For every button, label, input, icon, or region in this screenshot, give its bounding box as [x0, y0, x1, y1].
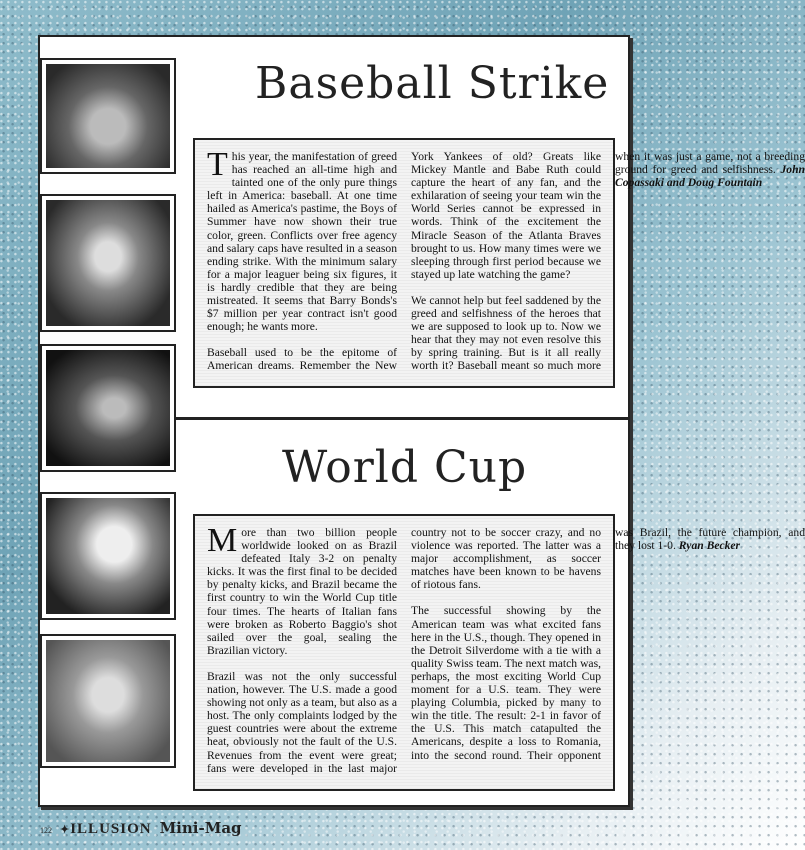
- baseball-byline: John Copassaki and Doug Fountain: [615, 163, 805, 190]
- page-number: 122: [40, 826, 52, 835]
- worldcup-para-3: The successful showing by the American team was what excited fans here in the U.S., though. They opened in the Detroit Silverdome with a tie with a quality Swiss team. The next match was, perhaps, the most exciting World Cup moment for a U.S. team. They were playing Columbia, picked by many to win the title. The result: 2-1 in favor of the U.S. This match catapulted the Americans, despite a loss to Romania, into the second round. Their opponent was Brazil, the future champion, and they lost 1-0. Ryan Becker: [411, 526, 805, 762]
- worldcup-byline: Ryan Becker: [678, 539, 741, 553]
- tennis-player-photo: [40, 634, 176, 768]
- mini-mag-label: Mini-Mag: [159, 819, 242, 837]
- concert-photo: [40, 344, 176, 472]
- baseball-title: Baseball Strike: [255, 58, 610, 109]
- baseball-para-1: This year, the manifestation of greed has reached an all-time high and tainted one of the only pure things left in America: baseball. At one time hailed as America's pastime, the Boys of Summer have now shown their true color, green. Conflicts over free agency and salary caps have resulted in a season ending strike. With the minimum salary for a major leaguer being six figures, it is hardly credible that they are being mistreated. It seems that Barry Bonds's $7 million per year contract isn't good enough; he wants more.: [207, 146, 397, 334]
- baseball-para-2: Baseball used to be the epitome of American dreams. Remember the New York Yankees of old? Greats like Mickey Mantle and Babe Ruth could capture the heart of any fan, and the exhilaration of seeing your team win the World Series cannot be expressed in words. Think of the excitement the Miracle Season of the Atlanta Braves brought to us. How many times were we sleeping through first period because we stayed up late watching the game?: [207, 150, 601, 373]
- illusion-logo: ✦ILLUSION: [60, 821, 152, 837]
- baseball-article: [193, 138, 805, 388]
- baseball-para-3: We cannot help but feel saddened by the greed and selfishness of the heroes that we are supposed to look up to. Now we hear that they may not even resolve this by spring training. But is it all really worth it? Baseball meant so much more when it was just a game, not a breeding ground for greed and selfishness. John Copassaki and Doug Fountain: [411, 150, 805, 373]
- star-icon: ✦: [60, 824, 71, 836]
- baseball-dropcap: T: [207, 146, 228, 183]
- page-footer: [40, 819, 242, 838]
- worldcup-para-1: More than two billion people worldwide looked on as Brazil defeated Italy 3-2 on penalty kicks. It was the first final to be decided by penalty kicks, and Brazil became the first country to win the World Cup title four times. The hearts of Italian fans were broken as Roberto Baggio's shot sailed over the goal, sealing the Brazilian victory.: [207, 522, 397, 657]
- worldcup-article: [193, 514, 805, 791]
- politician-photo: [40, 492, 176, 620]
- baseball-player-photo: [40, 194, 176, 332]
- tank-photo: [40, 58, 176, 174]
- worldcup-title: World Cup: [282, 442, 528, 493]
- worldcup-para-2: Brazil was not the only successful nation, however. The U.S. made a good showing not only as a team, but also as a host. The only complaints lodged by the guest countries were about the extreme heat, obviously not the fault of the U.S. Revenues from the event were great; fans were developed in the last major country not to be soccer crazy, and no violence was reported. The latter was a major accomplishment, as soccer matches have been known to be havens of riotous fans.: [207, 526, 601, 775]
- worldcup-dropcap: M: [207, 522, 238, 559]
